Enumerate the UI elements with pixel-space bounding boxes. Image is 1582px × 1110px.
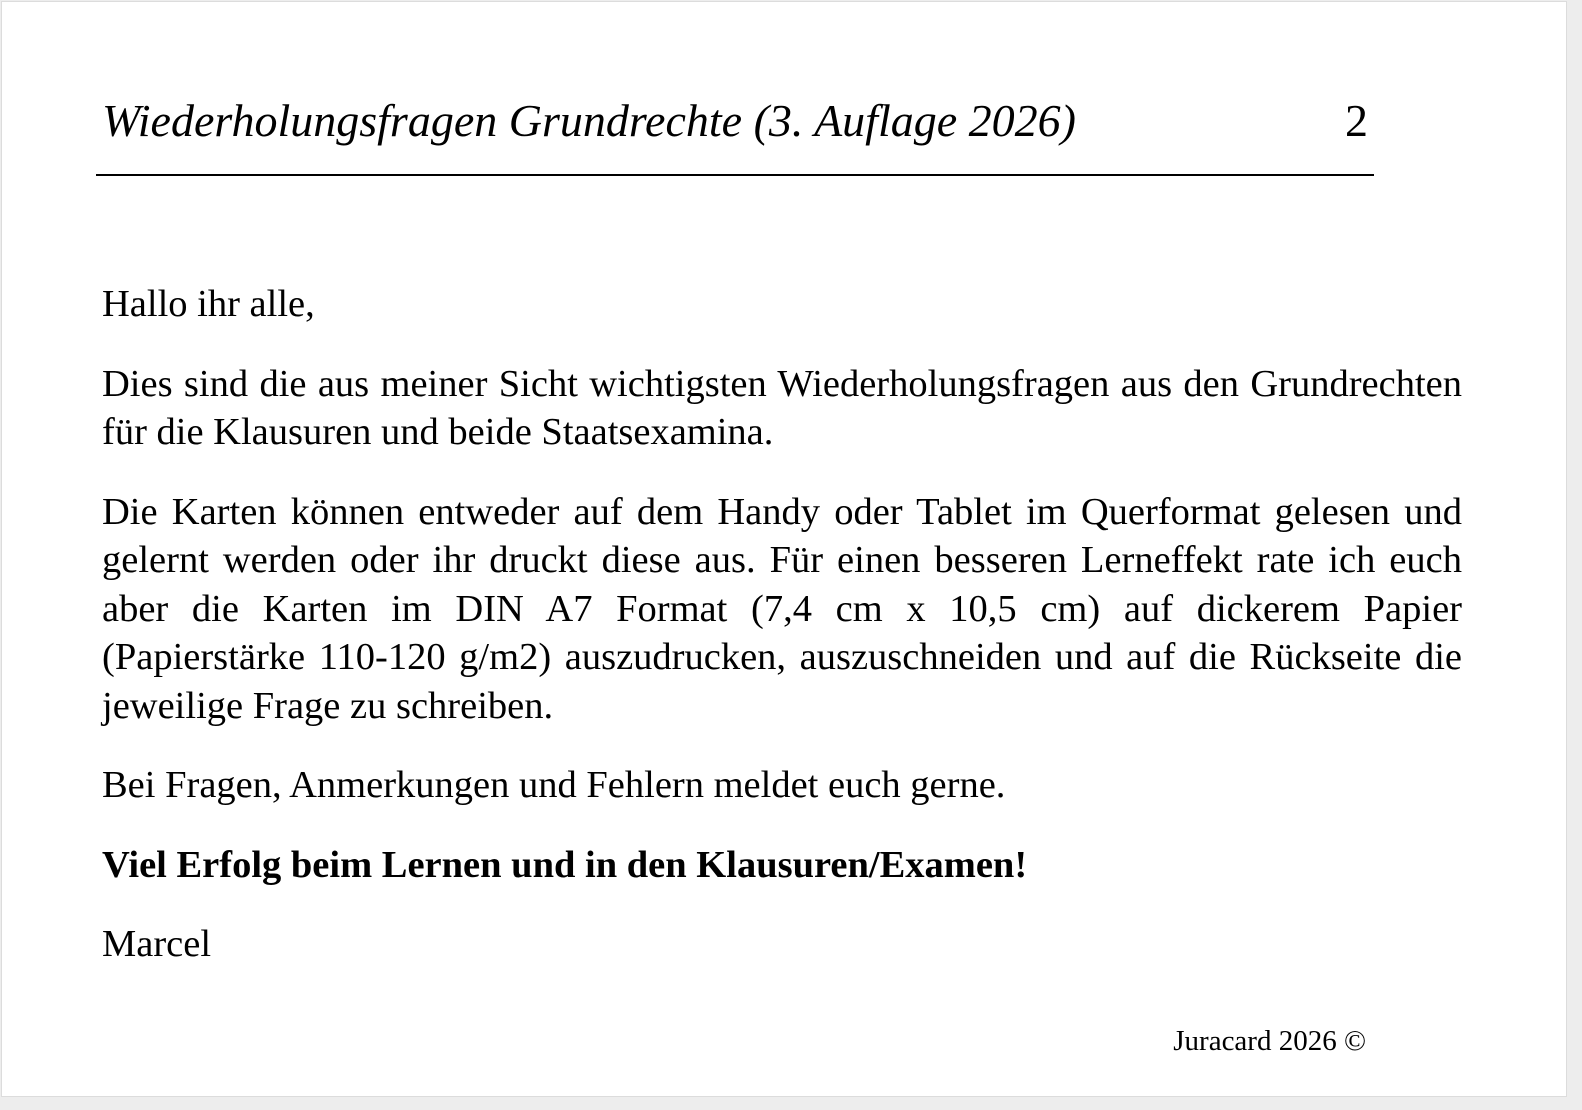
usage-paragraph: Die Karten können entweder auf dem Handy oder Tablet im Querformat gelesen und gelernt werden oder ihr druckt diese aus. Für einen besseren Lerneffekt rate ich euch aber die Karten im DIN A7 Format (7,4 cm x 10,5 cm) auf dickerem Papier (Papierstärke 110-120 g/m2) auszudrucken, auszuschneiden und auf die Rückseite die jeweilige Frage zu schreiben. — [102, 490, 1462, 727]
copyright-footer: Juracard 2026 © — [1173, 1025, 1366, 1057]
page-number: 2 — [1345, 95, 1368, 146]
closing-wishes: Viel Erfolg beim Lernen und in den Klausuren/Examen! — [102, 843, 1028, 886]
document-title: Wiederholungsfragen Grundrechte (3. Auflage 2026) — [102, 95, 1076, 146]
greeting: Hallo ihr alle, — [102, 283, 315, 325]
page-body — [102, 280, 1462, 1000]
signature: Marcel — [102, 923, 212, 965]
page-header — [102, 90, 1370, 152]
document-page — [1, 1, 1567, 1097]
contact-paragraph: Bei Fragen, Anmerkungen und Fehlern meldet euch gerne. — [102, 764, 1006, 806]
header-divider — [96, 174, 1374, 176]
intro-paragraph: Dies sind die aus meiner Sicht wichtigsten Wiederholungsfragen aus den Grundrechten für die Klausuren und beide Staatsexamina. — [102, 362, 1462, 453]
